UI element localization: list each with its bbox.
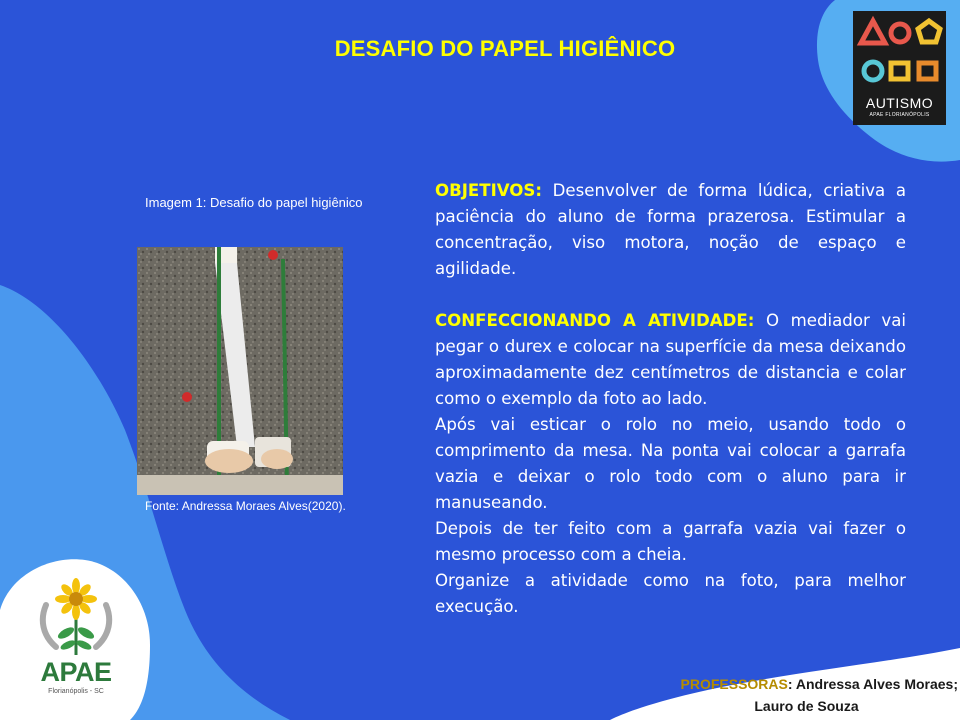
objectives-text: Desenvolver de forma lúdica, criativa a paciência do aluno de forma prazerosa. Estimular a concentração, viso motora, noção de espaço e agilidade. — [435, 181, 906, 278]
apae-logo-word: APAE — [40, 657, 112, 687]
teachers-label: PROFESSORAS — [680, 676, 788, 692]
construction-text: O mediador vai pegar o durex e colocar na superfície da mesa deixando aproximadamente dez centímetros de distancia e colar como o exemplo da foto ao lado. — [435, 311, 906, 408]
teachers-names-2: Lauro de Souza — [754, 698, 859, 714]
objectives-paragraph — [435, 178, 906, 282]
teachers-credit — [560, 673, 958, 717]
apae-logo-subtitle: Florianópolis - SC — [48, 688, 104, 695]
figure-source: Fonte: Andressa Moraes Alves(2020). — [145, 499, 346, 513]
activity-photo — [137, 247, 343, 495]
autismo-logo-word: AUTISMO — [865, 95, 934, 111]
teachers-names-1: : Andressa Alves Moraes; — [787, 676, 958, 692]
teachers-line-1 — [560, 673, 958, 695]
autismo-logo — [853, 11, 946, 125]
objectives-label: OBJETIVOS: — [435, 181, 543, 200]
paragraph-spacer — [435, 282, 906, 308]
figure-caption: Imagem 1: Desafio do papel higiênico — [145, 195, 363, 210]
activity-description — [435, 178, 906, 620]
construction-paragraph — [435, 308, 906, 412]
page-title: DESAFIO DO PAPEL HIGIÊNICO — [334, 36, 676, 61]
autismo-logo-subtitle: APAE FLORIANÓPOLIS — [869, 112, 930, 118]
step-paragraph: Depois de ter feito com a garrafa vazia vai fazer o mesmo processo com a cheia. — [435, 519, 906, 564]
apae-logo — [26, 575, 126, 705]
sunflower-hands-icon — [26, 575, 126, 659]
construction-label: CONFECCIONANDO A ATIVIDADE: — [435, 311, 755, 330]
autismo-shapes-icon — [853, 11, 946, 95]
step-paragraph: Organize a atividade como na foto, para melhor execução. — [435, 571, 906, 616]
step-paragraph: Após vai esticar o rolo no meio, usando todo o comprimento da mesa. Na ponta vai colocar a garrafa vazia e deixar o rolo todo com o aluno para ir manuseando. — [435, 415, 906, 512]
